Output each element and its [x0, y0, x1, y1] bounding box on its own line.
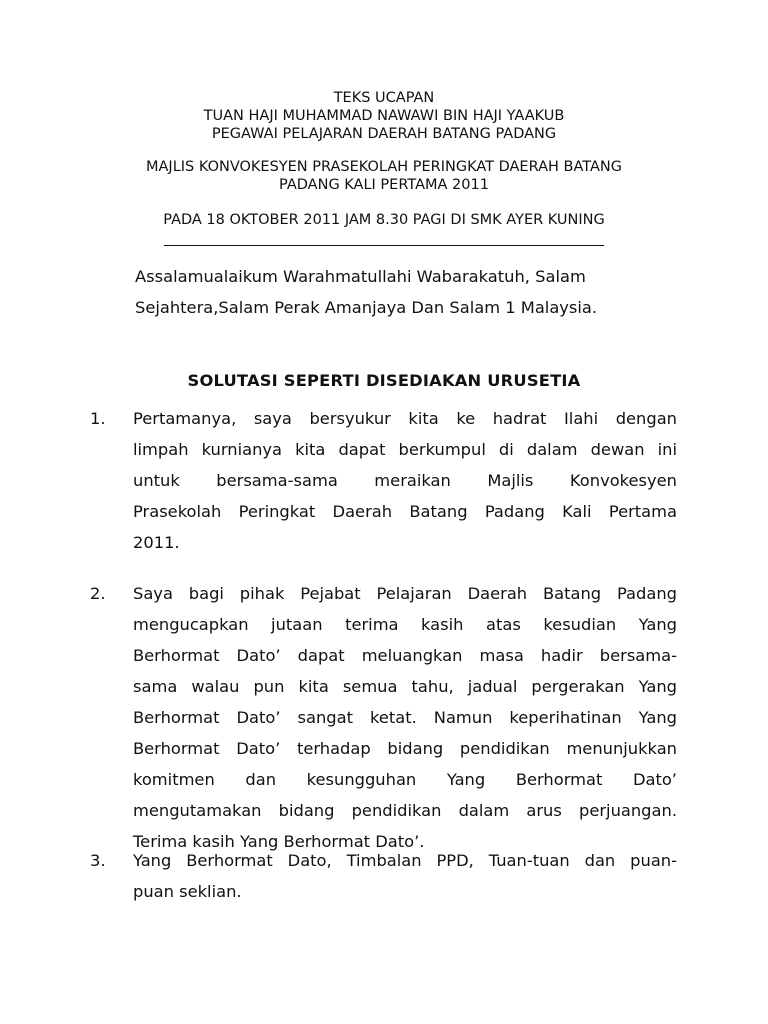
paragraph-number: 3.: [90, 851, 106, 870]
speaker-position: PEGAWAI PELAJARAN DAERAH BATANG PADANG: [211, 126, 557, 142]
paragraph-line: limpah kurnianya kita dapat berkumpul di dalam dewan ini: [133, 440, 677, 459]
speech-header: [0, 89, 768, 229]
paragraph-number: 1.: [90, 409, 106, 428]
header-divider: [164, 245, 604, 246]
paragraph-body: [133, 845, 677, 907]
paragraph-line: Pertamanya, saya bersyukur kita ke hadrat Ilahi dengan: [133, 409, 677, 428]
paragraph-body: [133, 403, 677, 558]
paragraph-line: Saya bagi pihak Pejabat Pelajaran Daerah Batang Padang: [133, 584, 677, 603]
section-title: SOLUTASI SEPERTI DISEDIAKAN URUSETIA: [187, 371, 581, 390]
paragraph-line: 2011.: [133, 533, 180, 552]
header-title: TEKS UCAPAN: [333, 90, 435, 106]
paragraph-line: Terima kasih Yang Berhormat Dato’.: [133, 832, 425, 851]
paragraph-line: untuk bersama-sama meraikan Majlis Konvokesyen: [133, 471, 677, 490]
paragraph-line: puan seklian.: [133, 882, 242, 901]
event-title-line2: PADANG KALI PERTAMA 2011: [279, 177, 489, 193]
paragraph-line: mengucapkan jutaan terima kasih atas kesudian Yang: [133, 615, 677, 634]
paragraph-line: sama walau pun kita semua tahu, jadual pergerakan Yang: [133, 677, 677, 696]
event-title-line1: MAJLIS KONVOKESYEN PRASEKOLAH PERINGKAT DAERAH BATANG: [145, 159, 622, 175]
paragraph-line: mengutamakan bidang pendidikan dalam arus perjuangan.: [133, 801, 677, 820]
paragraph-line: Prasekolah Peringkat Daerah Batang Padang Kali Pertama: [133, 502, 677, 521]
paragraph-number: 2.: [90, 584, 106, 603]
speaker-name: TUAN HAJI MUHAMMAD NAWAWI BIN HAJI YAAKUB: [203, 108, 565, 124]
paragraph-line: komitmen dan kesungguhan Yang Berhormat Dato’: [133, 770, 677, 789]
paragraph-line: Berhormat Dato’ sangat ketat. Namun keperihatinan Yang: [133, 708, 677, 727]
greeting-paragraph: [135, 261, 655, 323]
event-date-venue: PADA 18 OKTOBER 2011 JAM 8.30 PAGI DI SMK AYER KUNING: [163, 212, 605, 228]
paragraph-line: Berhormat Dato’ dapat meluangkan masa hadir bersama-: [133, 646, 677, 665]
paragraph-body: [133, 578, 677, 857]
greeting-line: Assalamualaikum Warahmatullahi Wabarakatuh, Salam: [135, 267, 586, 286]
paragraph-line: Berhormat Dato’ terhadap bidang pendidikan menunjukkan: [133, 739, 677, 758]
paragraph-line: Yang Berhormat Dato, Timbalan PPD, Tuan-tuan dan puan-: [133, 851, 677, 870]
greeting-line: Sejahtera,Salam Perak Amanjaya Dan Salam 1 Malaysia.: [135, 298, 598, 317]
